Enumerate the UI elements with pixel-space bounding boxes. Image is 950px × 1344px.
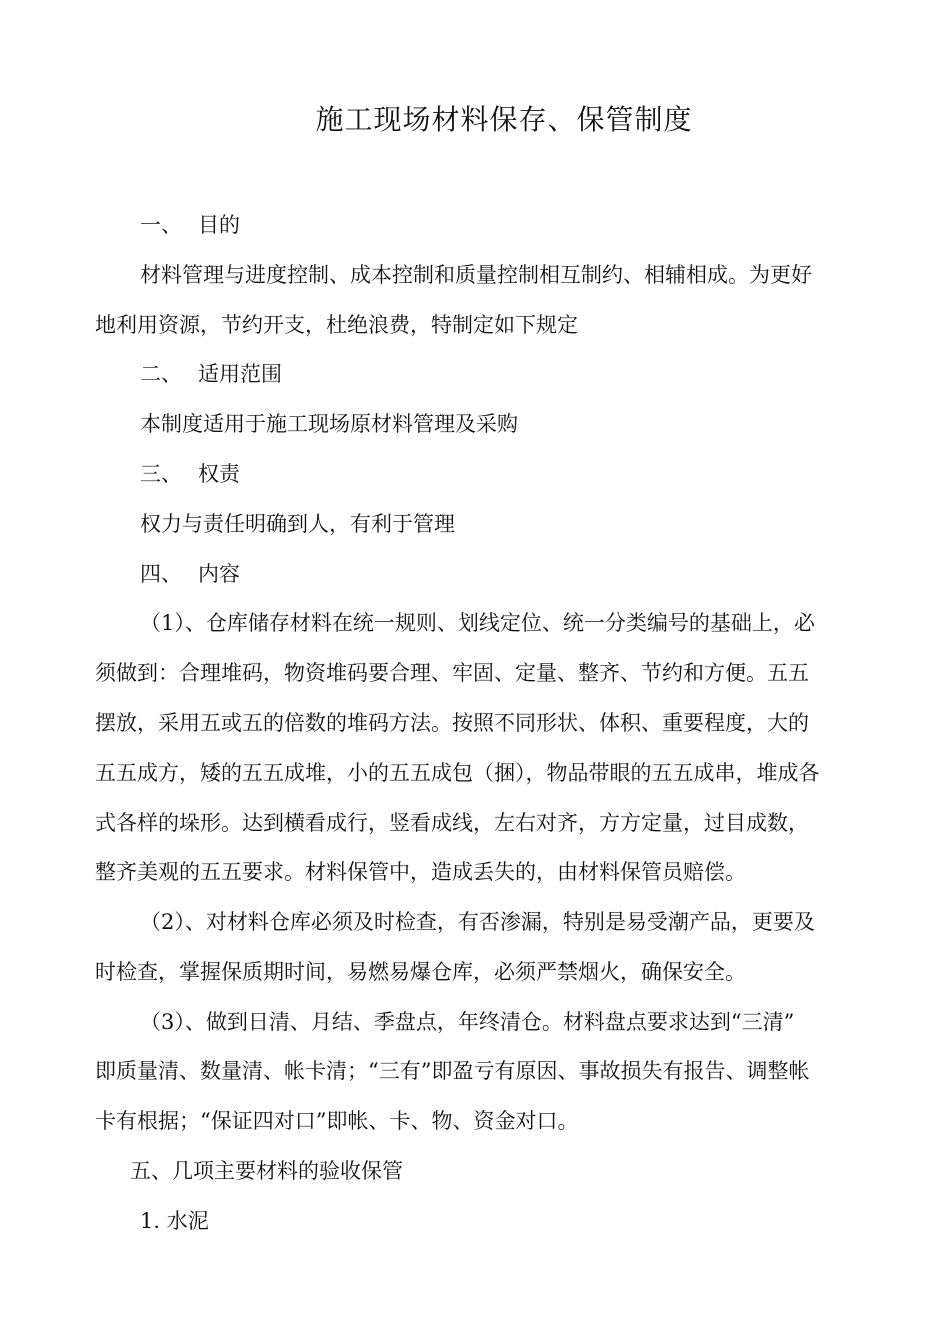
subsection-heading-cement: 1. 水泥 — [140, 1209, 209, 1233]
section-heading-content — [140, 559, 240, 589]
paragraph-line: （2）、对材料仓库必须及时检查，有否渗漏，特别是易受潮产品，更要及 — [140, 910, 815, 934]
document-title: 施工现场材料保存、保管制度 — [315, 103, 693, 136]
section-title: 目的 — [198, 213, 240, 237]
paragraph-line: 材料管理与进度控制、成本控制和质量控制相互制约、相辅相成。为更好 — [140, 263, 812, 287]
paragraph-line: 卡有根据；“保证四对口”即帐、卡、物、资金对口。 — [95, 1109, 579, 1133]
paragraph-line: 摆放，采用五或五的倍数的堆码方法。按照不同形状、体积、重要程度，大的 — [95, 711, 809, 735]
section-number: 三、 — [140, 462, 182, 486]
section-number: 四、 — [140, 562, 182, 586]
paragraph-line: 即质量清、数量清、帐卡清；“三有”即盈亏有原因、事故损失有报告、调整帐 — [95, 1059, 810, 1083]
section-title: 内容 — [198, 562, 240, 586]
section-title: 权责 — [198, 462, 240, 486]
paragraph-line: 权力与责任明确到人，有利于管理 — [140, 512, 455, 536]
paragraph-line: 本制度适用于施工现场原材料管理及采购 — [140, 412, 518, 436]
paragraph-line: 须做到：合理堆码，物资堆码要合理、牢固、定量、整齐、节约和方便。五五 — [95, 661, 809, 685]
paragraph-line: 五五成方，矮的五五成堆，小的五五成包（捆），物品带眼的五五成串，堆成各 — [95, 761, 820, 785]
paragraph-line: 地利用资源，节约开支，杜绝浪费，特制定如下规定 — [95, 313, 578, 337]
section-heading-responsibility — [140, 459, 240, 489]
paragraph-line: 时检查，掌握保质期时间，易燃易爆仓库，必须严禁烟火，确保安全。 — [95, 960, 746, 984]
section-title: 适用范围 — [198, 362, 282, 386]
paragraph-line: 式各样的垛形。达到横看成行，竖看成线，左右对齐，方方定量，过目成数， — [95, 811, 809, 835]
section-number: 二、 — [140, 362, 182, 386]
section-number: 一、 — [140, 213, 182, 237]
section-heading-materials: 五、几项主要材料的验收保管 — [130, 1159, 403, 1183]
paragraph-line: 整齐美观的五五要求。材料保管中，造成丢失的，由材料保管员赔偿。 — [95, 860, 746, 884]
section-heading-purpose — [140, 210, 240, 240]
paragraph-line: （3）、做到日清、月结、季盘点，年终清仓。材料盘点要求达到“三清” — [140, 1010, 795, 1034]
section-heading-scope — [140, 359, 282, 389]
paragraph-line: （1）、仓库储存材料在统一规则、划线定位、统一分类编号的基础上，必 — [140, 611, 815, 635]
